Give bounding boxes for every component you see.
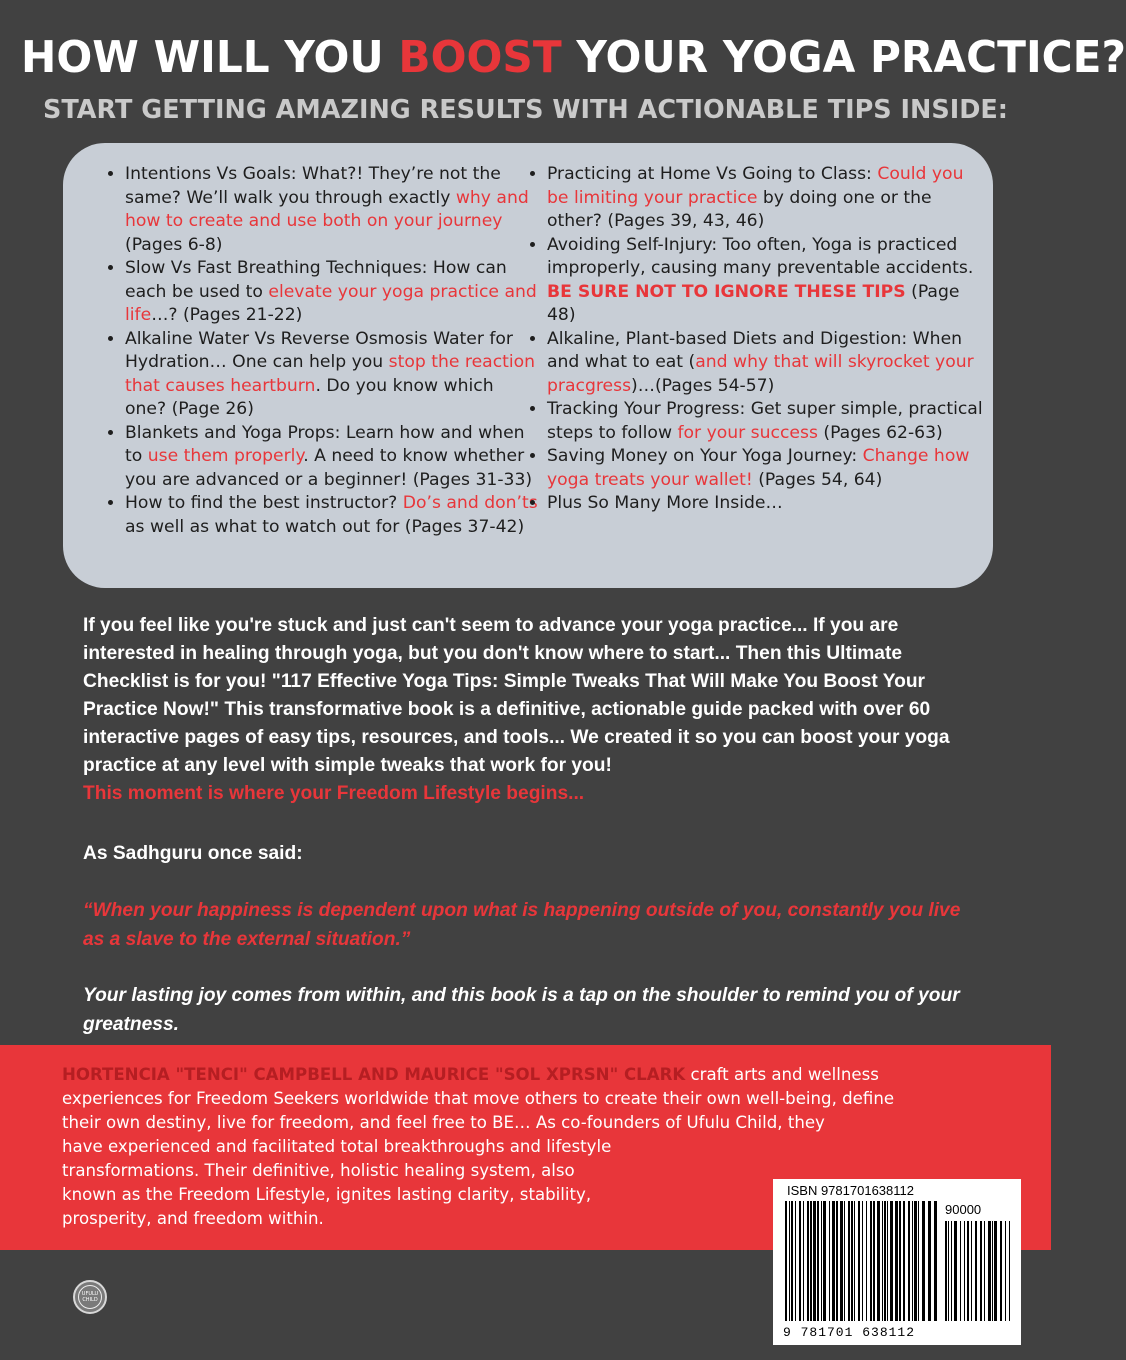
- tip-item: • How to find the best instructor? Do’s and don’ts as well as what to watch out for (Pages 37-42): [125, 492, 540, 539]
- barcode-bar: [803, 1201, 804, 1321]
- tip-item: • Avoiding Self-Injury: Too often, Yoga is practiced improperly, causing many preventable accidents. BE SURE NOT TO IGNORE THESE TIPS (Page 48): [547, 234, 987, 328]
- barcode-bar: [866, 1201, 867, 1321]
- tip-item: • Alkaline, Plant-based Diets and Digestion: When and what to eat (and why that will skyrocket your pracgress)…(Pages 54-57): [547, 328, 987, 399]
- barcode-bar: [854, 1201, 855, 1321]
- intro-text: If you feel like you're stuck and just can't seem to advance your yoga practice... If you are interested in healing through yoga, but you don't know where to start... Then this Ultimate Checklist is for you! "117 Effective Yoga Tips: Simple Tweaks That Will Make You Boost Your Practice Now!" This transformative book is a definitive, actionable guide packed with over 60 interactive pages of easy tips, resources, and tools... We created it so you can boost your yoga practice at any level with simple tweaks that work for you!: [83, 615, 950, 776]
- tip-item: • Intentions Vs Goals: What?! They’re not the same? We’ll walk you through exactly why and how to create and use both on your journey (Pages 6-8): [125, 163, 540, 257]
- barcode-bar: [887, 1201, 888, 1321]
- barcode-bar: [918, 1201, 919, 1321]
- barcode-bar: [785, 1201, 787, 1321]
- barcode-bar: [873, 1201, 875, 1321]
- barcode-bar: [895, 1201, 898, 1321]
- barcode-bar: [832, 1201, 835, 1321]
- barcode-bar: [903, 1201, 905, 1321]
- barcode-bar: [908, 1201, 910, 1321]
- authors-bio: HORTENCIA "TENCI" CAMPBELL AND MAURICE "SOL XPRSN" CLARK craft arts and wellness experiences for Freedom Seekers worldwide that move others to create their own well-being, define their own destiny, live for freedom, and feel free to BE… As co-founders of Ufulu Child, they have experienced and facilitated total breakthroughs and lifestyle transformations. Their definitive, holistic healing system, also known as the Freedom Lifestyle, ignites lasting clarity, stability, prosperity, and freedom within.: [62, 1065, 895, 1228]
- tips-list-left: [101, 163, 540, 539]
- quote-attribution: As Sadhguru once said:: [83, 843, 303, 864]
- price-code: 90000: [945, 1202, 982, 1217]
- barcode-bar: [807, 1201, 809, 1321]
- barcode-bar: [810, 1201, 812, 1321]
- barcode-bar: [912, 1201, 913, 1321]
- barcode-bar: [840, 1201, 843, 1321]
- authors-names: HORTENCIA "TENCI" CAMPBELL AND MAURICE "SOL XPRSN" CLARK: [62, 1065, 686, 1084]
- quote-text: “When your happiness is dependent upon what is happening outside of you, constantly you live as a slave to the external situation.”: [83, 900, 961, 950]
- tip-item: • Tracking Your Progress: Get super simple, practical steps to follow for your success (Pages 62-63): [547, 398, 987, 445]
- publisher-logo-icon: [73, 1280, 107, 1314]
- barcode-bar: [862, 1201, 863, 1321]
- barcode-digits: 9 781701 638112: [783, 1325, 916, 1340]
- price-bar: [1005, 1221, 1006, 1321]
- barcode-bar: [882, 1201, 883, 1321]
- barcode-bar: [851, 1201, 853, 1321]
- intro-paragraph: [83, 612, 983, 808]
- headline: [21, 32, 1126, 83]
- price-bar: [954, 1221, 957, 1321]
- price-bar: [1000, 1221, 1002, 1321]
- price-bar: [994, 1221, 997, 1321]
- barcode-bar: [789, 1201, 790, 1321]
- barcode-bar: [934, 1201, 937, 1321]
- barcode-box: [773, 1179, 1021, 1345]
- price-bar: [980, 1221, 982, 1321]
- price-bar: [945, 1221, 947, 1321]
- barcode-bar: [823, 1201, 826, 1321]
- price-bar: [1009, 1221, 1010, 1321]
- barcode-bar: [899, 1201, 901, 1321]
- barcode-bar: [817, 1201, 819, 1321]
- price-bar: [984, 1221, 985, 1321]
- logo-text: UFULU CHILD: [78, 1285, 102, 1309]
- barcode-bar: [884, 1201, 886, 1321]
- headline-after: YOUR YOGA PRACTICE?: [561, 32, 1126, 83]
- headline-emphasis: BOOST: [398, 32, 562, 83]
- barcode-bar: [829, 1201, 830, 1321]
- barcode-bar: [821, 1201, 822, 1321]
- price-bar: [951, 1221, 952, 1321]
- barcode-bar: [791, 1201, 793, 1321]
- barcode-bar: [813, 1201, 816, 1321]
- headline-before: HOW WILL YOU: [21, 32, 399, 83]
- price-bar: [960, 1221, 961, 1321]
- barcode-bars: [773, 1179, 1021, 1345]
- barcode-bar: [848, 1201, 850, 1321]
- price-bar: [975, 1221, 977, 1321]
- barcode-bar: [890, 1201, 893, 1321]
- closing-text: Your lasting joy comes from within, and this book is a tap on the shoulder to remind you of your greatness.: [83, 985, 960, 1035]
- barcode-bar: [795, 1201, 796, 1321]
- price-bar: [971, 1221, 972, 1321]
- barcode-bar: [799, 1201, 801, 1321]
- intro-highlight: This moment is where your Freedom Lifestyle begins...: [83, 783, 585, 804]
- tip-item: • Alkaline Water Vs Reverse Osmosis Water for Hydration… One can help you stop the reaction that causes heartburn. Do you know which one? (Page 26): [125, 328, 540, 422]
- barcode-bar: [877, 1201, 880, 1321]
- tips-list-right: [523, 163, 987, 516]
- barcode-bar: [836, 1201, 838, 1321]
- subheadline: START GETTING AMAZING RESULTS WITH ACTIONABLE TIPS INSIDE:: [43, 95, 1008, 125]
- barcode-bar: [928, 1201, 931, 1321]
- price-bar: [988, 1221, 991, 1321]
- price-bar: [948, 1221, 949, 1321]
- tip-item: • Saving Money on Your Yoga Journey: Change how yoga treats your wallet! (Pages 54, 64): [547, 445, 987, 492]
- barcode-bar: [858, 1201, 860, 1321]
- tip-item: • Practicing at Home Vs Going to Class: Could you be limiting your practice by doing one or the other? (Pages 39, 43, 46): [547, 163, 987, 234]
- isbn-label: ISBN 9781701638112: [787, 1183, 914, 1198]
- barcode-bar: [870, 1201, 872, 1321]
- tip-item: • Blankets and Yoga Props: Learn how and when to use them properly. A need to know whether you are advanced or a beginner! (Pages 31-33): [125, 422, 540, 493]
- price-bar: [992, 1221, 993, 1321]
- barcode-bar: [914, 1201, 917, 1321]
- tip-item: • Slow Vs Fast Breathing Techniques: How can each be used to elevate your yoga practice and life…? (Pages 21-22): [125, 257, 540, 328]
- barcode-bar: [922, 1201, 925, 1321]
- tips-panel: [63, 143, 993, 588]
- price-bar: [964, 1221, 965, 1321]
- barcode-bar: [844, 1201, 845, 1321]
- tip-item: • Plus So Many More Inside…: [547, 492, 987, 516]
- price-bar: [967, 1221, 969, 1321]
